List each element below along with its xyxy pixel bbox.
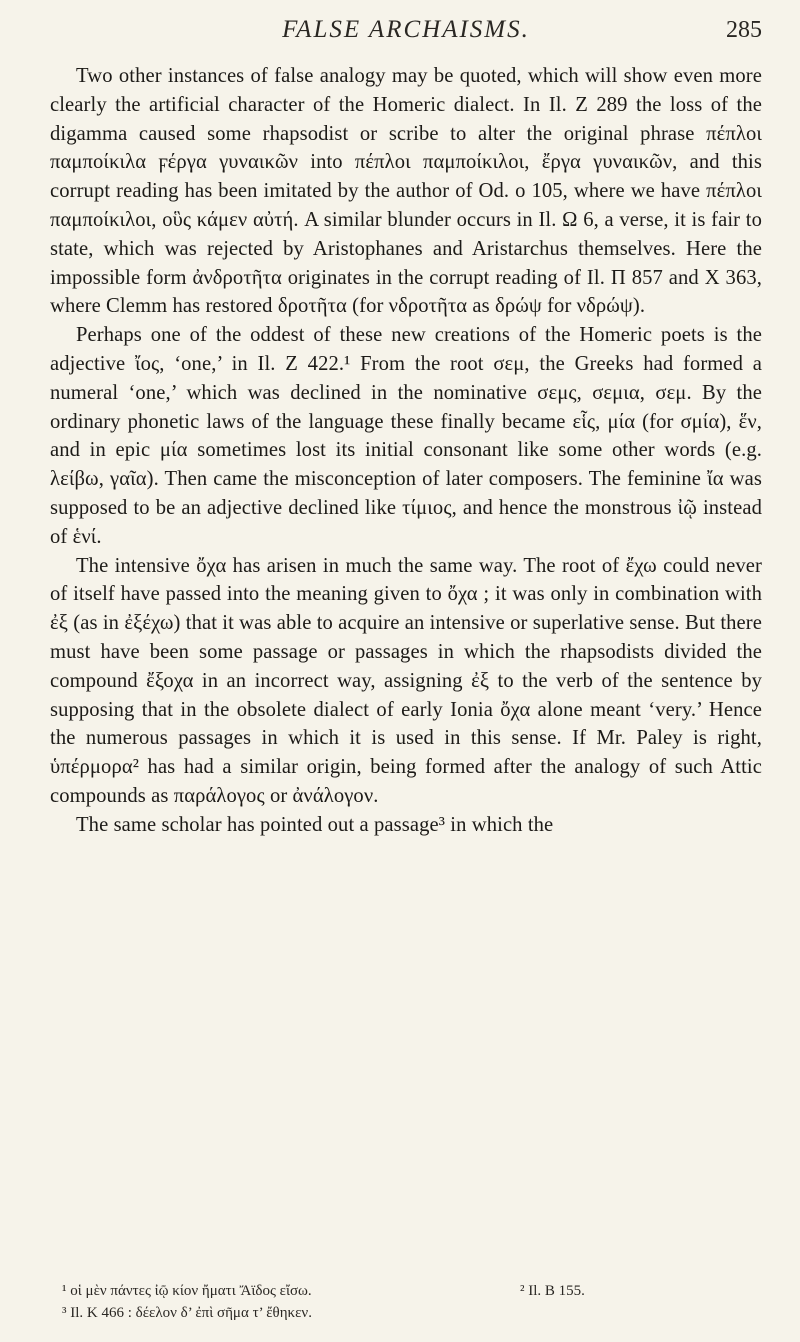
running-head bbox=[50, 14, 762, 62]
footnote-3: ³ Il. Κ 466 : δέελον δ’ ἐπὶ σῆμα τ’ ἔθηκεν. bbox=[62, 1305, 312, 1321]
paragraph-false-analogy: Two other instances of false analogy may be quoted, which will show even more clearly the artificial character of the Homeric dialect. In Il. Z 289 the loss of the digamma caused some rhapsodist or scribe to alter the original phrase πέπλοι παμποίκιλα ϝέργα γυναικῶν into πέπλοι παμποίκιλοι, ἔργα γυναικῶν, and this corrupt reading has been imitated by the author of Od. ο 105, where we have πέπλοι παμποίκιλοι, οὓς κάμεν αὐτή. A similar blunder occurs in Il. Ω 6, a verse, it is fair to state, which was rejected by Aristophanes and Aristarchus themselves. Here the impossible form ἀνδροτῆτα originates in the corrupt reading of Il. Π 857 and Χ 363, where Clemm has restored δροτῆτα (for νδροτῆτα as δρώψ for νδρώψ). bbox=[50, 65, 762, 318]
body-text bbox=[50, 62, 762, 840]
paragraph-adjective-ios: Perhaps one of the oddest of these new creations of the Homeric poets is the adjective ἴος, ‘one,’ in Il. Z 422.¹ From the root σεμ, the Greeks had formed a numeral ‘one,’ which was declined in the nominative σεμς, σεμια, σεμ. By the ordinary phonetic laws of the language these finally became εἷς, μία (for σμία), ἕν, and in epic μία sometimes lost its initial consonant like some other words (e.g. λείβω, γαῖα). Then came the misconception of later composers. The feminine ἴα was supposed to be an adjective declined like τίμιος, and hence the monstrous ἰῷ instead of ἑνί. bbox=[50, 324, 762, 548]
footnote-2: ² Il. Β 155. bbox=[520, 1283, 585, 1299]
paragraph-intensive-ocha: The intensive ὄχα has arisen in much the same way. The root of ἔχω could never of itself have passed into the meaning given to ὄχα ; it was only in combination with ἐξ (as in ἐξέχω) that it was able to acquire an intensive or superlative sense. But there must have been some passage or passages in which the rhapsodists divided the compound ἔξοχα in an incorrect way, assigning ἐξ to the verb of the sentence by supposing that in the obsolete dialect of early Ionia ὄχα alone meant ‘very.’ Hence the numerous passages in which it is used in this sense. If Mr. Paley is right, ὑπέρμορα² has had a similar origin, being formed after the analogy of such Attic compounds as παράλογος or ἀνάλογον. bbox=[50, 554, 762, 807]
book-page bbox=[50, 14, 762, 1332]
footnotes bbox=[50, 1280, 762, 1324]
paragraph-same-scholar: The same scholar has pointed out a passage³ in which the bbox=[76, 813, 554, 836]
running-title: FALSE ARCHAISMS. bbox=[282, 16, 530, 43]
footnote-1: ¹ οἱ μὲν πάντες ἰῷ κίον ἤματι Ἄϊδος εἴσω. bbox=[62, 1283, 312, 1299]
footnote-row bbox=[50, 1302, 762, 1324]
footnote-row bbox=[50, 1280, 762, 1302]
page-number: 285 bbox=[726, 17, 762, 43]
